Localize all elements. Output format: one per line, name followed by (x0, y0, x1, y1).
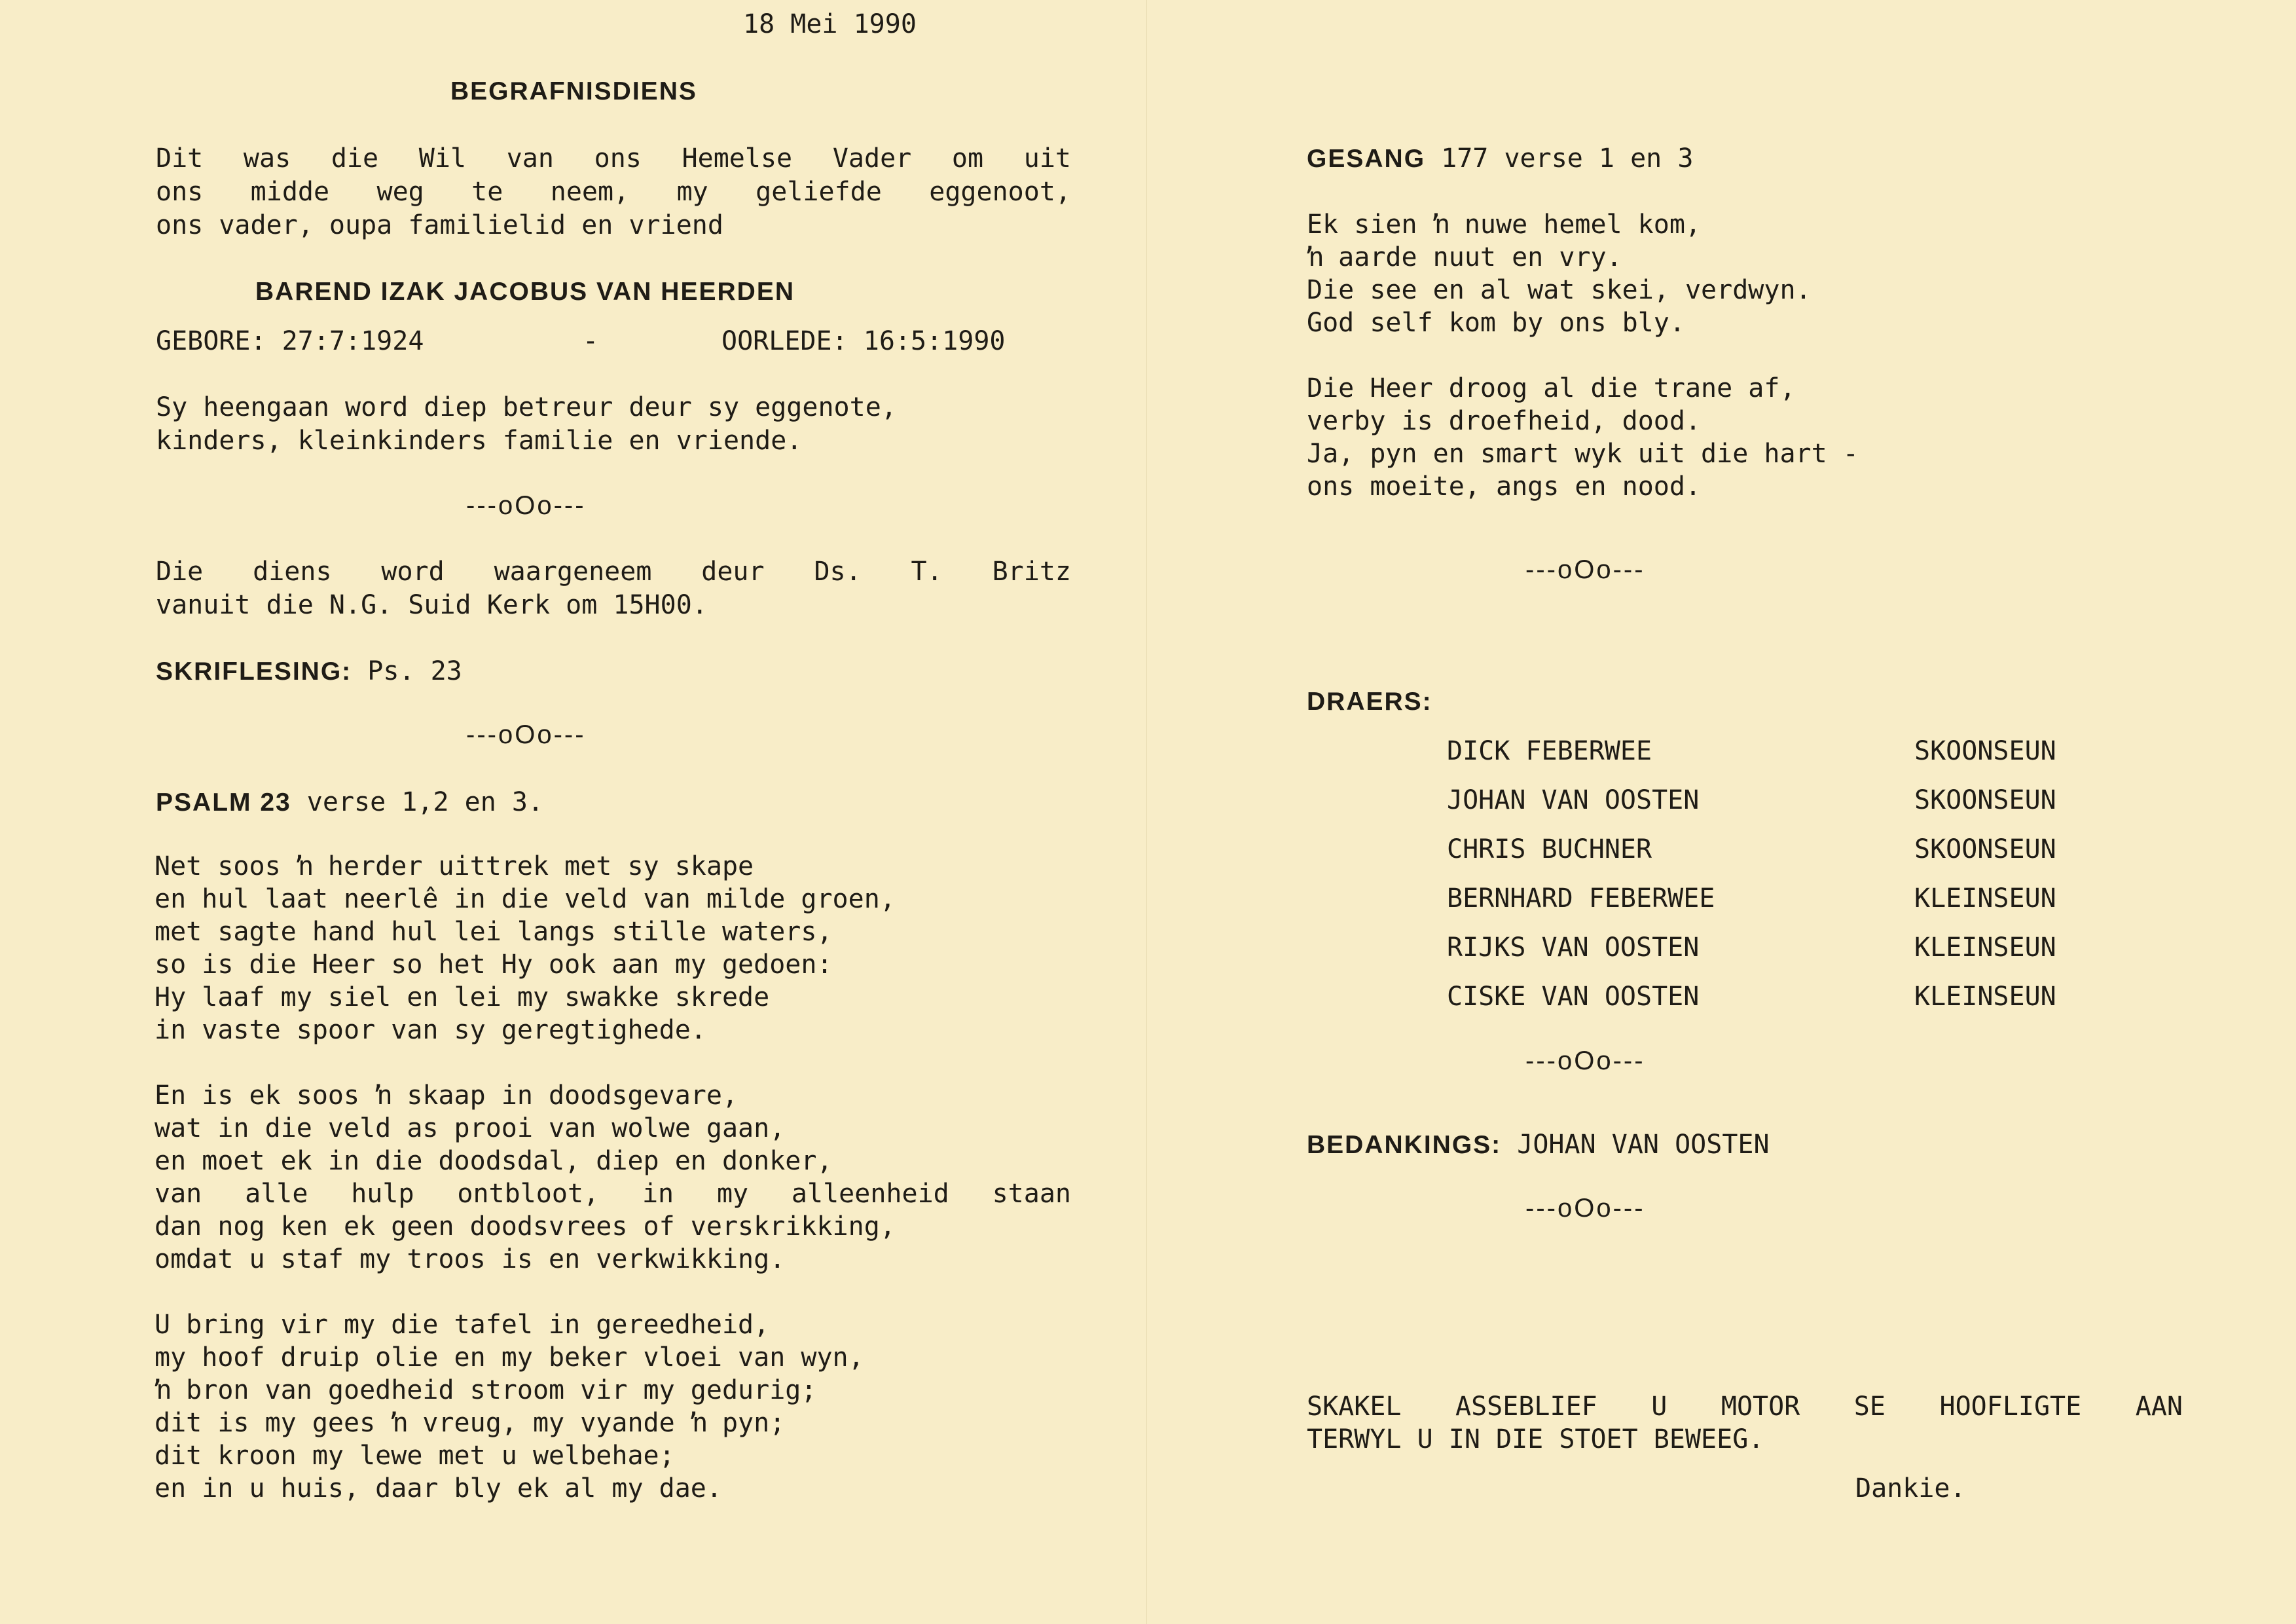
verse-line: Die see en al wat skei, verdwyn. (1307, 275, 1812, 305)
thanks-line (1307, 1128, 1770, 1162)
mourned-line: kinders, kleinkinders familie en vriende. (156, 426, 803, 456)
born-date: GEBORE: 27:7:1924 (156, 326, 424, 356)
psalm-heading (156, 786, 543, 819)
thanks-person: JOHAN VAN OOSTEN (1501, 1130, 1770, 1160)
bearer-name: JOHAN VAN OOSTEN (1447, 785, 1700, 815)
bearer-relation: KLEINSEUN (1914, 883, 2056, 913)
verse-line: met sagte hand hul lei langs stille waters, (155, 917, 833, 947)
intro-line: Dit was die Wil van ons Hemelse Vader om uit (156, 143, 1071, 174)
verse-line: en hul laat neerlê in die veld van milde groen, (155, 884, 896, 914)
verse-line: my hoof druip olie en my beker vloei van wyn, (155, 1342, 864, 1373)
left-page (0, 0, 1147, 1624)
scripture-label: SKRIFLESING: (156, 657, 352, 686)
verse-line: en in u huis, daar bly ek al my dae. (155, 1473, 722, 1504)
service-line: Die diens word waargeneem deur Ds. T. Britz (156, 557, 1071, 587)
scripture-reading (156, 655, 462, 688)
psalm-verses: verse 1,2 en 3. (291, 787, 544, 817)
bearer-name: DICK FEBERWEE (1447, 736, 1652, 766)
closing-thanks: Dankie. (1855, 1473, 1966, 1504)
verse-line: dan nog ken ek geen doodsvrees of verskrikking, (155, 1211, 896, 1242)
verse-line: wat in die veld as prooi van wolwe gaan, (155, 1113, 786, 1143)
right-page (1147, 0, 2296, 1624)
deceased-name: BAREND IZAK JACOBUS VAN HEERDEN (255, 278, 795, 306)
separator: ---oOo--- (466, 491, 586, 520)
verse-line: omdat u staf my troos is en verkwikking. (155, 1244, 786, 1274)
verse-line: ŉ bron van goedheid stroom vir my gedurig; (155, 1375, 817, 1405)
verse-line: ŉ aarde nuut en vry. (1307, 242, 1622, 272)
verse-line: God self kom by ons bly. (1307, 308, 1685, 338)
bearer-name: BERNHARD FEBERWEE (1447, 883, 1715, 913)
page-title: BEGRAFNISDIENS (450, 77, 697, 105)
verse-line: dit kroon my lewe met u welbehae; (155, 1441, 675, 1471)
verse-line: verby is droefheid, dood. (1307, 406, 1702, 436)
verse-line: Die Heer droog al die trane af, (1307, 373, 1796, 403)
verse-line: Net soos ŉ herder uittrek met sy skape (155, 851, 754, 881)
psalm-label: PSALM 23 (156, 788, 291, 817)
verse-line: Ja, pyn en smart wyk uit die hart - (1307, 439, 1859, 469)
bearers-heading: DRAERS: (1307, 688, 1432, 716)
date-dash: - (583, 326, 599, 356)
bearer-name: CHRIS BUCHNER (1447, 834, 1652, 864)
bearer-relation: SKOONSEUN (1914, 785, 2056, 815)
bearer-relation: SKOONSEUN (1914, 736, 2056, 766)
verse-line: van alle hulp ontbloot, in my alleenheid staan (155, 1179, 1071, 1209)
separator: ---oOo--- (1525, 1194, 1645, 1223)
hymn-verses: 177 verse 1 en 3 (1425, 143, 1694, 174)
separator: ---oOo--- (466, 720, 586, 749)
scripture-value: Ps. 23 (352, 656, 462, 686)
verse-line: Hy laaf my siel en lei my swakke skrede (155, 982, 770, 1012)
verse-line: in vaste spoor van sy geregtighede. (155, 1015, 706, 1045)
verse-line: so is die Heer so het Hy ook aan my gedoen: (155, 950, 833, 980)
notice-line: TERWYL U IN DIE STOET BEWEEG. (1307, 1424, 1764, 1454)
intro-line: ons vader, oupa familielid en vriend (156, 210, 723, 240)
bearer-name: RIJKS VAN OOSTEN (1447, 932, 1700, 963)
thanks-label: BEDANKINGS: (1307, 1131, 1502, 1159)
separator: ---oOo--- (1525, 555, 1645, 584)
bearer-relation: KLEINSEUN (1914, 982, 2056, 1012)
verse-line: en moet ek in die doodsdal, diep en donker, (155, 1146, 833, 1176)
verse-line: Ek sien ŉ nuwe hemel kom, (1307, 210, 1702, 240)
hymn-heading (1307, 142, 1693, 175)
notice-line: SKAKEL ASSEBLIEF U MOTOR SE HOOFLIGTE AAN (1307, 1392, 2183, 1422)
died-date: OORLEDE: 16:5:1990 (721, 326, 1006, 356)
service-date: 18 Mei 1990 (743, 9, 917, 39)
verse-line: En is ek soos ŉ skaap in doodsgevare, (155, 1080, 738, 1111)
intro-line: ons midde weg te neem, my geliefde eggenoot, (156, 177, 1071, 207)
service-line: vanuit die N.G. Suid Kerk om 15H00. (156, 590, 708, 620)
verse-line: dit is my gees ŉ vreug, my vyande ŉ pyn; (155, 1408, 786, 1438)
hymn-label: GESANG (1307, 145, 1426, 173)
bearer-relation: KLEINSEUN (1914, 932, 2056, 963)
bearer-name: CISKE VAN OOSTEN (1447, 982, 1700, 1012)
mourned-line: Sy heengaan word diep betreur deur sy eggenote, (156, 392, 897, 422)
separator: ---oOo--- (1525, 1046, 1645, 1075)
verse-line: U bring vir my die tafel in gereedheid, (155, 1310, 770, 1340)
bearer-relation: SKOONSEUN (1914, 834, 2056, 864)
verse-line: ons moeite, angs en nood. (1307, 471, 1702, 502)
